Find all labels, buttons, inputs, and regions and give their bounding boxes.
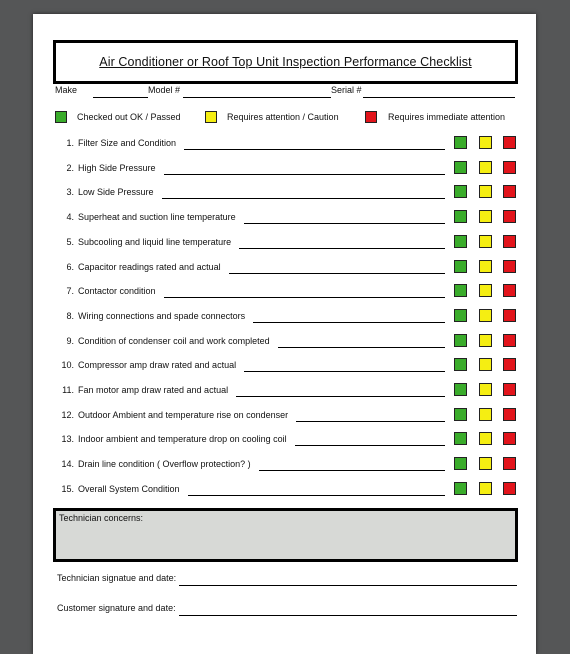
item-notes-line[interactable] <box>162 198 445 199</box>
item-notes-line[interactable] <box>278 347 445 348</box>
legend-immediate-label: Requires immediate attention <box>388 112 506 122</box>
ok-checkbox[interactable] <box>454 457 467 470</box>
technician-concerns-label: Technician concerns: <box>59 513 144 523</box>
checklist-item <box>33 210 536 224</box>
item-number: 9. <box>66 335 74 346</box>
checklist-item <box>33 334 536 348</box>
item-label: Superheat and suction line temperature <box>78 212 236 223</box>
immediate-checkbox[interactable] <box>503 309 516 322</box>
title-box <box>53 40 518 84</box>
item-notes-line[interactable] <box>259 470 445 471</box>
ok-checkbox[interactable] <box>454 235 467 248</box>
checklist-item <box>33 136 536 150</box>
item-number: 6. <box>66 261 74 272</box>
item-label: Overall System Condition <box>78 483 180 494</box>
item-notes-line[interactable] <box>239 248 445 249</box>
legend-ok-label: Checked out OK / Passed <box>77 112 181 122</box>
customer-signature-row <box>57 603 517 617</box>
checklist-item <box>33 235 536 249</box>
caution-checkbox[interactable] <box>479 235 492 248</box>
immediate-checkbox[interactable] <box>503 161 516 174</box>
immediate-checkbox[interactable] <box>503 457 516 470</box>
caution-checkbox[interactable] <box>479 260 492 273</box>
item-label: Contactor condition <box>78 286 156 297</box>
unit-id-line <box>55 85 515 99</box>
legend-caution-swatch <box>205 111 217 123</box>
item-label: Fan motor amp draw rated and actual <box>78 385 229 395</box>
caution-checkbox[interactable] <box>479 136 492 149</box>
item-label: Filter Size and Condition <box>78 138 177 148</box>
item-notes-line[interactable] <box>164 297 445 298</box>
technician-signature-row <box>57 573 517 587</box>
page-title: Air Conditioner or Roof Top Unit Inspection Performance Checklist <box>99 55 472 69</box>
item-label: Subcooling and liquid line temperature <box>78 236 232 247</box>
item-notes-line[interactable] <box>253 322 445 323</box>
item-number: 8. <box>66 310 74 321</box>
ok-checkbox[interactable] <box>454 210 467 223</box>
ok-checkbox[interactable] <box>454 136 467 149</box>
caution-checkbox[interactable] <box>479 284 492 297</box>
ok-checkbox[interactable] <box>454 260 467 273</box>
checklist-item <box>33 457 536 471</box>
immediate-checkbox[interactable] <box>503 210 516 223</box>
checklist-item <box>33 161 536 175</box>
immediate-checkbox[interactable] <box>503 358 516 371</box>
make-field[interactable] <box>93 97 148 98</box>
ok-checkbox[interactable] <box>454 309 467 322</box>
technician-concerns-box[interactable] <box>53 508 518 562</box>
item-notes-line[interactable] <box>229 273 445 274</box>
checklist-item <box>33 383 536 397</box>
checklist-page <box>33 14 536 654</box>
immediate-checkbox[interactable] <box>503 383 516 396</box>
checklist-item <box>33 260 536 274</box>
item-number: 12. <box>61 409 74 420</box>
item-notes-line[interactable] <box>296 421 445 422</box>
item-label: Wiring connections and spade connectors <box>78 310 246 321</box>
ok-checkbox[interactable] <box>454 284 467 297</box>
ok-checkbox[interactable] <box>454 161 467 174</box>
item-number: 13. <box>61 434 74 445</box>
item-number: 5. <box>66 236 74 247</box>
make-label: Make <box>55 85 78 95</box>
caution-checkbox[interactable] <box>479 161 492 174</box>
model-field[interactable] <box>183 97 331 98</box>
serial-label: Serial # <box>331 85 362 95</box>
ok-checkbox[interactable] <box>454 358 467 371</box>
immediate-checkbox[interactable] <box>503 432 516 445</box>
technician-signature-field[interactable] <box>179 585 517 586</box>
item-notes-line[interactable] <box>188 495 445 496</box>
ok-checkbox[interactable] <box>454 334 467 347</box>
item-label: Capacitor readings rated and actual <box>78 261 221 272</box>
immediate-checkbox[interactable] <box>503 235 516 248</box>
immediate-checkbox[interactable] <box>503 482 516 495</box>
item-label: Indoor ambient and temperature drop on cooling coil <box>78 434 287 445</box>
checklist-item <box>33 482 536 496</box>
item-number: 15. <box>61 483 74 494</box>
caution-checkbox[interactable] <box>479 210 492 223</box>
item-label: Outdoor Ambient and temperature rise on condenser <box>78 409 289 420</box>
caution-checkbox[interactable] <box>479 482 492 495</box>
legend <box>55 111 515 125</box>
legend-immediate-swatch <box>365 111 377 123</box>
immediate-checkbox[interactable] <box>503 260 516 273</box>
customer-signature-label: Customer signature and date: <box>57 603 176 613</box>
caution-checkbox[interactable] <box>479 358 492 371</box>
checklist-item <box>33 358 536 372</box>
item-notes-line[interactable] <box>244 223 445 224</box>
checklist-item <box>33 185 536 199</box>
ok-checkbox[interactable] <box>454 432 467 445</box>
legend-caution-label: Requires attention / Caution <box>227 112 339 122</box>
item-notes-line[interactable] <box>295 445 445 446</box>
ok-checkbox[interactable] <box>454 408 467 421</box>
item-number: 14. <box>61 459 74 470</box>
item-number: 7. <box>66 286 74 297</box>
technician-signature-label: Technician signatue and date: <box>57 573 177 583</box>
item-label: Low Side Pressure <box>78 187 154 198</box>
legend-ok-swatch <box>55 111 67 123</box>
item-label: Compressor amp draw rated and actual <box>78 360 237 371</box>
model-label: Model # <box>148 85 181 95</box>
ok-checkbox[interactable] <box>454 383 467 396</box>
item-notes-line[interactable] <box>236 396 445 397</box>
caution-checkbox[interactable] <box>479 383 492 396</box>
item-number: 1. <box>66 138 74 148</box>
immediate-checkbox[interactable] <box>503 408 516 421</box>
caution-checkbox[interactable] <box>479 408 492 421</box>
item-number: 10. <box>61 360 74 371</box>
caution-checkbox[interactable] <box>479 334 492 347</box>
immediate-checkbox[interactable] <box>503 284 516 297</box>
checklist-item <box>33 432 536 446</box>
item-number: 4. <box>66 212 74 223</box>
customer-signature-field[interactable] <box>179 615 517 616</box>
item-notes-line[interactable] <box>164 174 445 175</box>
serial-field[interactable] <box>363 97 515 98</box>
checklist-item <box>33 408 536 422</box>
immediate-checkbox[interactable] <box>503 136 516 149</box>
item-label: Condition of condenser coil and work completed <box>78 335 270 346</box>
caution-checkbox[interactable] <box>479 432 492 445</box>
item-number: 2. <box>66 162 74 173</box>
checklist-item <box>33 284 536 298</box>
item-notes-line[interactable] <box>184 149 445 150</box>
caution-checkbox[interactable] <box>479 185 492 198</box>
item-number: 3. <box>66 187 74 198</box>
ok-checkbox[interactable] <box>454 482 467 495</box>
caution-checkbox[interactable] <box>479 457 492 470</box>
immediate-checkbox[interactable] <box>503 185 516 198</box>
caution-checkbox[interactable] <box>479 309 492 322</box>
checklist-item <box>33 309 536 323</box>
item-number: 11. <box>62 385 74 395</box>
item-notes-line[interactable] <box>244 371 445 372</box>
immediate-checkbox[interactable] <box>503 334 516 347</box>
ok-checkbox[interactable] <box>454 185 467 198</box>
item-label: Drain line condition ( Overflow protection? ) <box>78 459 251 470</box>
item-label: High Side Pressure <box>78 162 156 173</box>
